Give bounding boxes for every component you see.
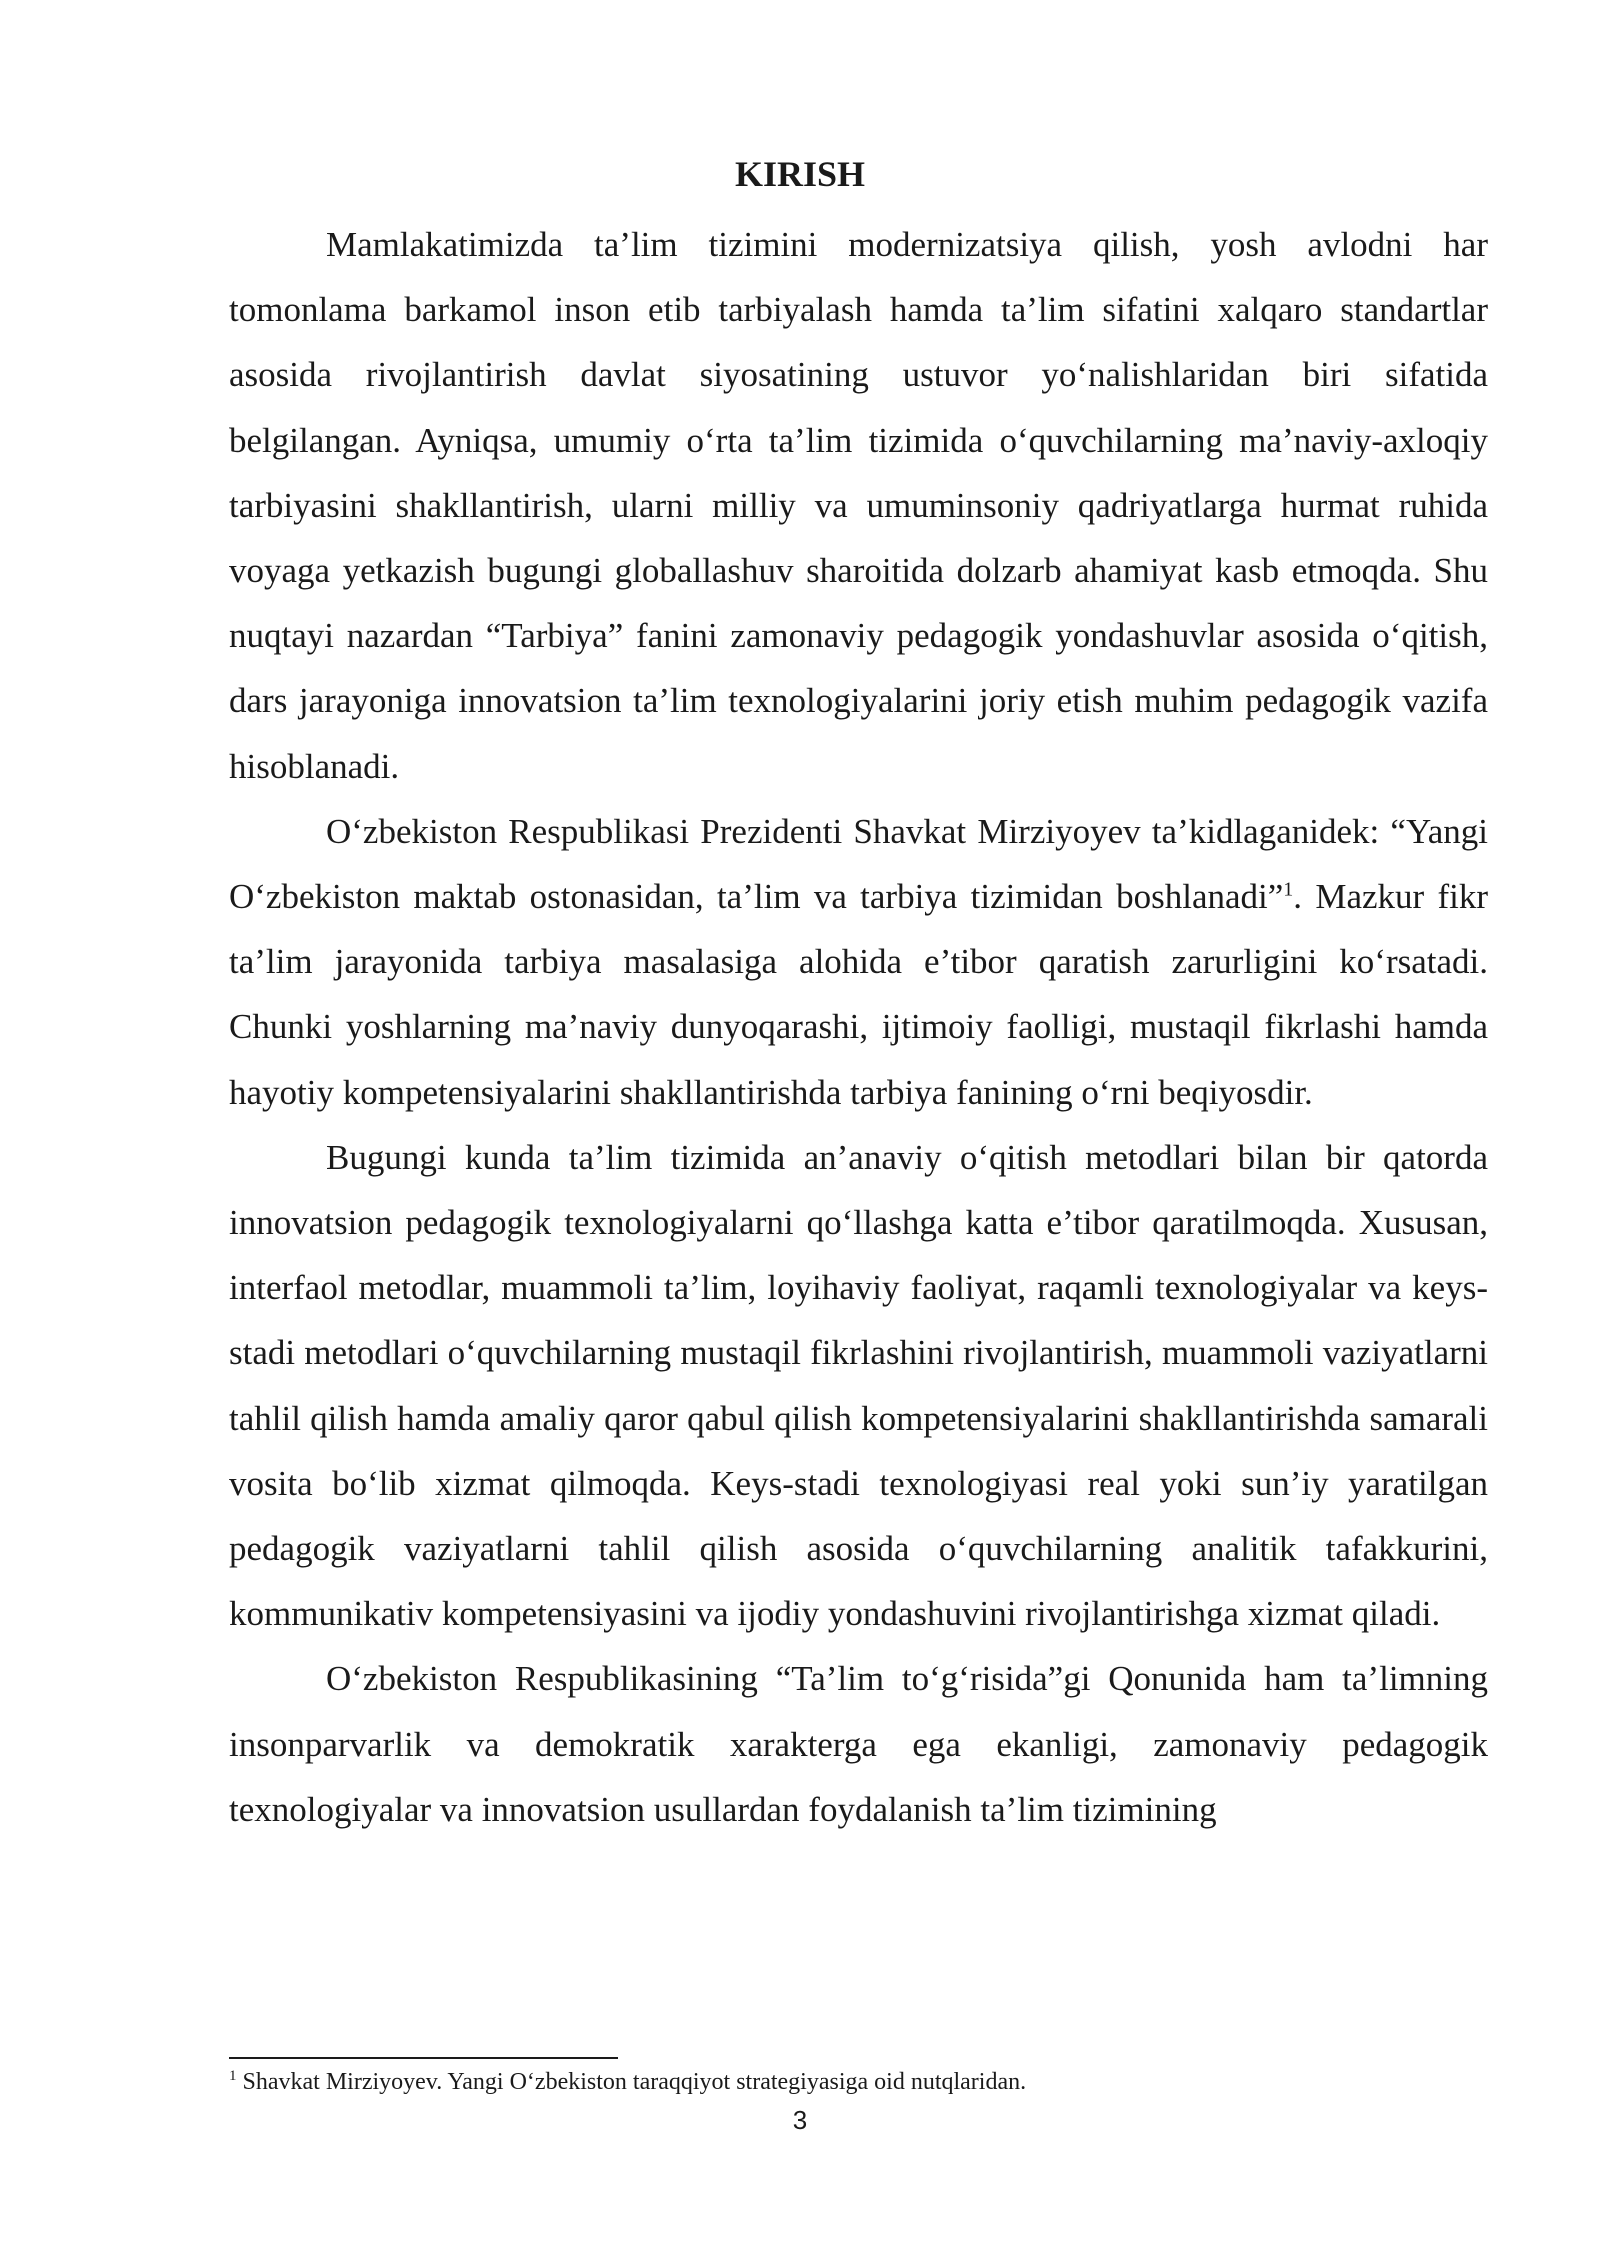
body-text [229, 212, 1488, 1842]
paragraph-intro: Mamlakatimizda ta’lim tizimini modernizatsiya qilish, yosh avlodni har tomonlama barkamol inson etib tarbiyalash hamda ta’lim sifatini xalqaro standartlar asosida rivojlantirish davlat siyosatining ustuvor yo‘nalishlaridan biri sifatida belgilangan. Ayniqsa, umumiy o‘rta ta’lim tizimida o‘quvchilarning ma’naviy-axloqiy tarbiyasini shakllantirish, ularni milliy va umuminsoniy qadriyatlarga hurmat ruhida voyaga yetkazish bugungi globallashuv sharoitida dolzarb ahamiyat kasb etmoqda. Shu nuqtayi nazardan “Tarbiya” fanini zamonaviy pedagogik yondashuvlar asosida o‘qitish, dars jarayoniga innovatsion ta’lim texnologiyalarini joriy etish muhim pedagogik vazifa hisoblanadi. [229, 225, 1488, 786]
page-number: 3 [792, 2105, 808, 2135]
footnote-reference[interactable]: 1 [1283, 878, 1294, 901]
footnote-separator [229, 2057, 618, 2059]
quote-continuation: . Mazkur fikr ta’lim jarayonida tarbiya masalasiga alohida e’tibor qaratish zarurligini ko‘rsatadi. Chunki yoshlarning ma’naviy dunyoqarashi, ijtimoiy faolligi, mustaqil fikrlashi hamda hayotiy kompetensiyalarini shakllantirishda tarbiya fanining o‘rni beqiyosdir. [229, 877, 1488, 1112]
paragraph-innovation: Bugungi kunda ta’lim tizimida an’anaviy o‘qitish metodlari bilan bir qatorda innovatsion pedagogik texnologiyalarni qo‘llashga katta e’tibor qaratilmoqda. Xususan, interfaol metodlar, muammoli ta’lim, loyihaviy faoliyat, raqamli texnologiyalar va keys-stadi metodlari o‘quvchilarning mustaqil fikrlashini rivojlantirish, muammoli vaziyatlarni tahlil qilish hamda amaliy qaror qabul qilish kompetensiyalarini shakllantirishda samarali vosita bo‘lib xizmat qilmoqda. Keys-stadi texnologiyasi real yoki sun’iy yaratilgan pedagogik vaziyatlarni tahlil qilish asosida o‘quvchilarning analitik tafakkurini, kommunikativ kompetensiyasini va ijodiy yondashuvini rivojlantirishga xizmat qiladi. [229, 1137, 1488, 1634]
quote-text: O‘zbekiston Respublikasi Prezidenti Shavkat Mirziyoyev ta’kidlaganidek: “Yangi O‘zbekiston maktab ostonasidan, ta’lim va tarbiya tizimidan boshlanadi” [229, 811, 1488, 917]
footnote-number: 1 [229, 2068, 237, 2084]
paragraph-quote [229, 799, 1488, 1125]
page-title: KIRISH [734, 154, 866, 194]
footnote-text: Shavkat Mirziyoyev. Yangi O‘zbekiston taraqqiyot strategiyasiga oid nutqlaridan. [236, 2069, 1027, 2095]
footnote [229, 2066, 1488, 2098]
paragraph-law: O‘zbekiston Respublikasining “Ta’lim to‘g‘risida”gi Qonunida ham ta’limning insonparvarlik va demokratik xarakterga ega ekanligi, zamonaviy pedagogik texnologiyalar va innovatsion usullardan foydalanish ta’lim tizimining [229, 1659, 1488, 1829]
